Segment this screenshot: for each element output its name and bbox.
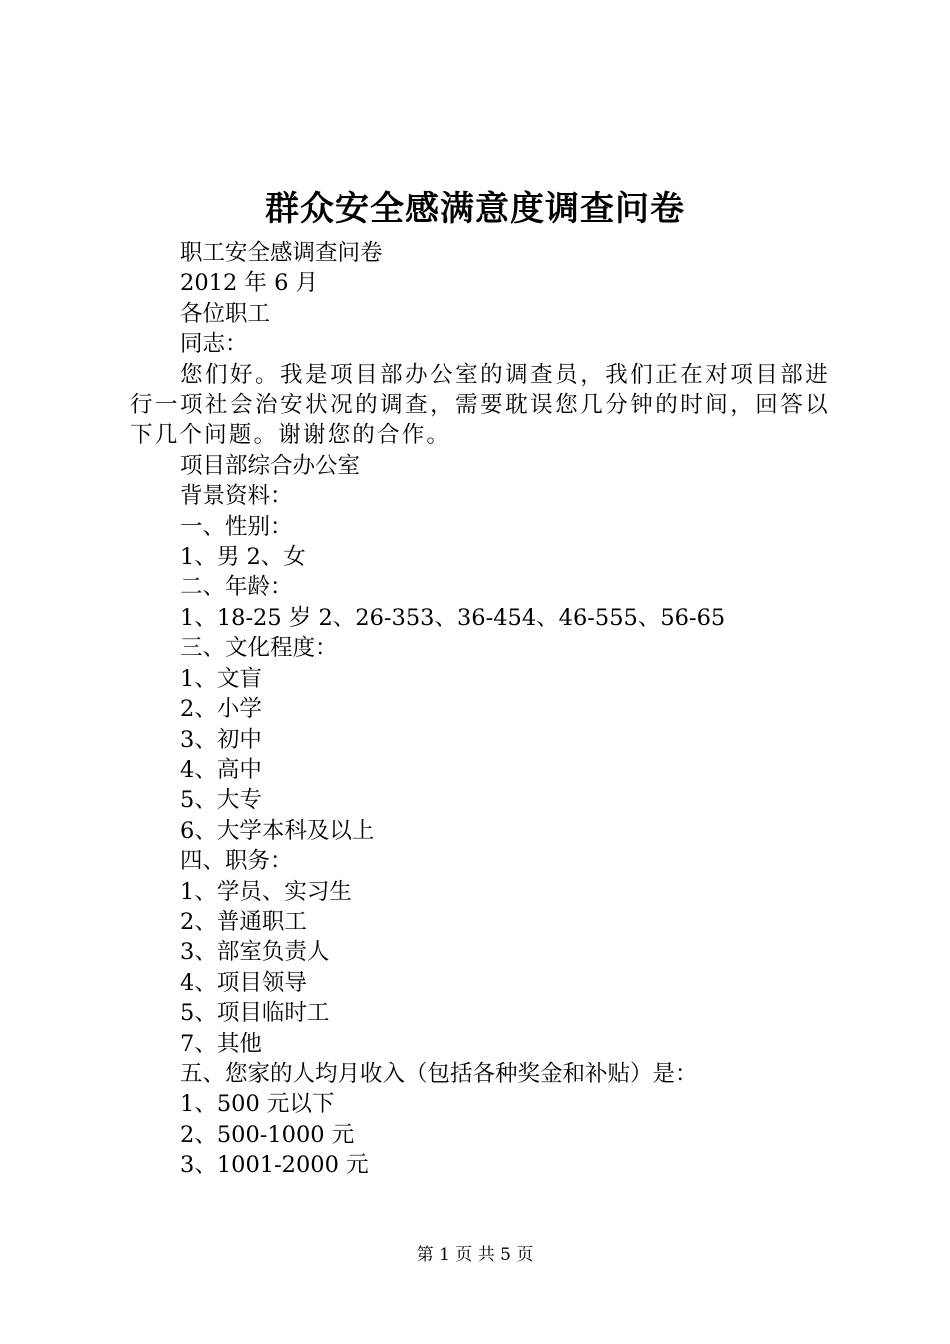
answer-option: 4、项目领导 — [180, 969, 307, 996]
answer-option: 1、文盲 — [180, 665, 262, 692]
question-heading: 三、文化程度： — [180, 635, 338, 662]
signature-line: 项目部综合办公室 — [180, 452, 361, 479]
question-heading: 一、性别： — [180, 513, 293, 540]
answer-option: 1、500 元以下 — [180, 1091, 335, 1118]
subtitle-line: 职工安全感调查问卷 — [180, 240, 383, 266]
page-footer: 第 1 页 共 5 页 — [416, 1245, 534, 1265]
answer-option: 1、学员、实习生 — [180, 878, 352, 905]
section-heading: 背景资料： — [180, 483, 293, 510]
answer-option: 1、18-25 岁 2、26-353、36-454、46-555、56-65 — [180, 604, 726, 631]
document-body — [130, 238, 830, 1181]
answer-option: 7、其他 — [180, 1030, 262, 1057]
answer-option: 4、高中 — [180, 756, 262, 783]
answer-option: 1、男 2、女 — [180, 544, 306, 571]
answer-option: 2、小学 — [180, 696, 262, 723]
answer-option: 2、500-1000 元 — [180, 1121, 355, 1148]
answer-option: 2、普通职工 — [180, 908, 307, 935]
answer-option: 5、大专 — [180, 787, 262, 814]
salutation-line: 各位职工 — [180, 300, 271, 327]
date-line: 2012 年 6 月 — [180, 270, 319, 297]
question-heading: 四、职务： — [180, 848, 293, 875]
answer-option: 3、1001-2000 元 — [180, 1152, 369, 1179]
answer-option: 3、初中 — [180, 726, 262, 753]
intro-paragraph: 您们好。我是项目部办公室的调查员，我们正在对项目部进行一项社会治安状况的调查，需要耽误您几分钟的时间，回答以下几个问题。谢谢您的合作。 — [130, 361, 830, 449]
question-heading: 二、年龄： — [180, 574, 293, 601]
answer-option: 5、项目临时工 — [180, 1000, 330, 1027]
salutation-line: 同志： — [180, 331, 248, 358]
document-title: 群众安全感满意度调查问卷 — [265, 189, 685, 229]
answer-option: 3、部室负责人 — [180, 939, 330, 966]
answer-option: 6、大学本科及以上 — [180, 817, 375, 844]
question-heading: 五、您家的人均月收入（包括各种奖金和补贴）是： — [180, 1060, 698, 1087]
